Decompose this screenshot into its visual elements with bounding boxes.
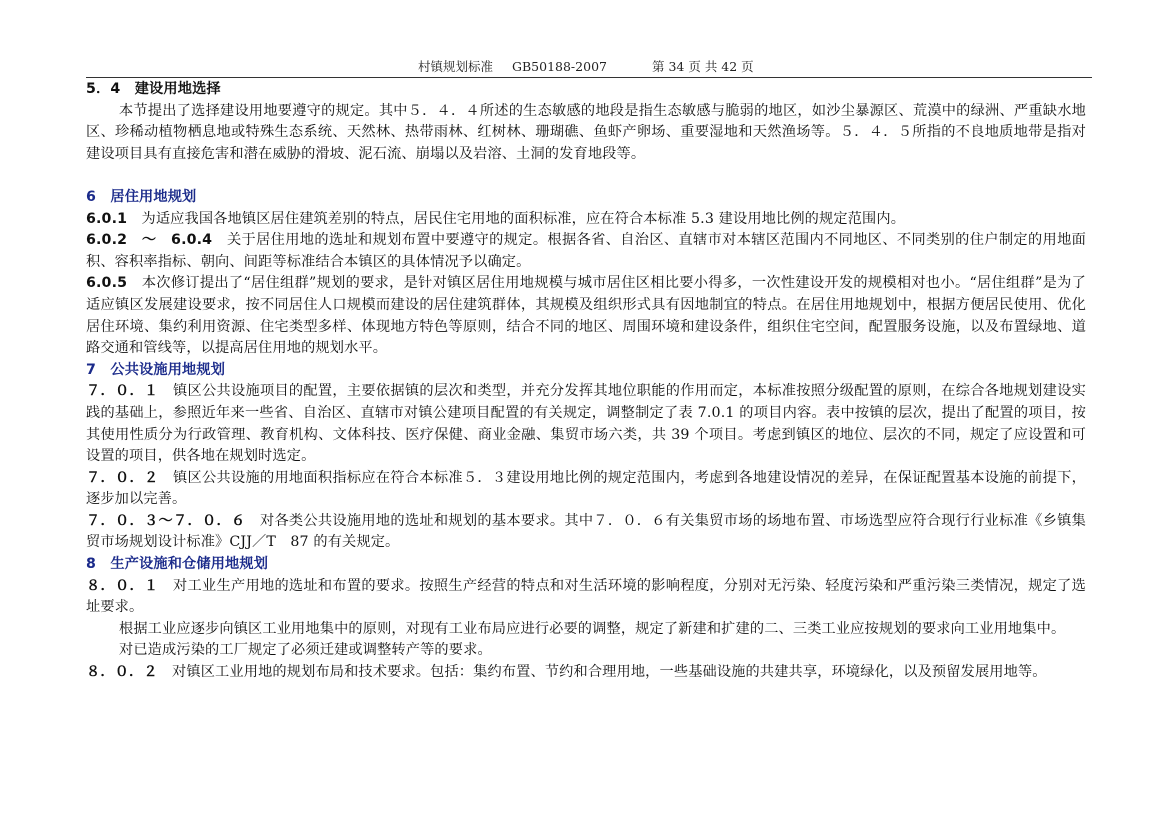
clause-8-0-2 — [86, 662, 1086, 684]
clause-6-0-2 — [86, 230, 1086, 273]
clause-6-0-1 — [86, 209, 1086, 231]
clause-text: 镇区公共设施项目的配置，主要依据镇的层次和类型，并充分发挥其地位职能的作用而定，本标准按照分级配置的原则，在综合各地规划建设实践的基础上，参照近年来一些省、自治区、直辖市对镇公建项目配置的有关规定，调整制定了表 7.0.1 的项目内容。表中按镇的层次，提出了配置的项目，按其使用性质分为行政管理、教育机构、文体科技、医疗保健、商业金融、集贸市场六类，共 39 个项目。考虑到镇区的地位、层次的不同，规定了应设置和可设置的项目，供各地在规划时选定。 — [86, 383, 1086, 465]
clause-text: 对各类公共设施用地的选址和规划的基本要求。其中７．０．６有关集贸市场的场地布置、市场选型应符合现行行业标准《乡镇集贸市场规划设计标准》CJJ／T 87 的有关规定。 — [86, 512, 1086, 551]
section-6-heading: 6 居住用地规划 — [86, 188, 197, 205]
clause-number: ７．０．２ — [86, 469, 159, 486]
header-rule — [86, 77, 1092, 78]
page-header — [86, 59, 1092, 77]
section-5-4-paragraph: 本节提出了选择建设用地要遵守的规定。其中５．４．４所述的生态敏感的地段是指生态敏感与脆弱的地区，如沙尘暴源区、荒漠中的绿洲、严重缺水地区、珍稀动植物栖息地或特殊生态系统、天然林、热带雨林、红树林、珊瑚礁、鱼虾产卵场、重要湿地和天然渔场等。５．４．５所指的不良地质地带是指对建设项目具有直接危害和潜在威胁的滑坡、泥石流、崩塌以及岩溶、土洞的发育地段等。 — [86, 102, 1086, 162]
clause-number: ７．０．３～７．０．６ — [86, 512, 246, 529]
clause-6-0-5 — [86, 273, 1086, 359]
section-8-paragraph-2: 根据工业应逐步向镇区工业用地集中的原则，对现有工业布局应进行必要的调整，规定了新建和扩建的二、三类工业应按规划的要求向工业用地集中。 — [119, 620, 1066, 637]
section-7-heading: 7 公共设施用地规划 — [86, 361, 226, 378]
clause-number: ８．０．１ — [86, 577, 159, 594]
clause-7-0-1 — [86, 381, 1086, 467]
clause-number: ８．０．２ — [86, 664, 158, 681]
clause-text: 对工业生产用地的选址和布置的要求。按照生产经营的特点和对生活环境的影响程度，分别对无污染、轻度污染和严重污染三类情况，规定了选址要求。 — [86, 577, 1086, 616]
section-8-heading: 8 生产设施和仓储用地规划 — [86, 556, 269, 573]
clause-text: 关于居住用地的选址和规划布置中要遵守的规定。根据各省、自治区、直辖市对本辖区范围内不同地区、不同类别的住户制定的用地面积、容积率指标、朝向、间距等标准结合本镇区的具体情况予以确定。 — [86, 232, 1086, 270]
doc-title: 村镇规划标准 — [418, 59, 494, 74]
clause-number: 6.0.5 — [86, 275, 128, 292]
page-info: 第 34 页 共 42 页 — [652, 59, 754, 74]
section-8-paragraph-3: 对已造成污染的工厂规定了必须迁建或调整转产等的要求。 — [119, 642, 492, 659]
clause-text: 对镇区工业用地的规划布局和技术要求。包括：集约布置、节约和合理用地，一些基础设施的共建共享，环境绿化，以及预留发展用地等。 — [157, 664, 1047, 681]
clause-number: 6.0.2 ～ 6.0.4 — [86, 232, 213, 249]
clause-7-0-3 — [86, 511, 1086, 554]
clause-number: 6.0.1 — [86, 210, 128, 227]
section-5-4-heading: 5．4 建设用地选择 — [86, 81, 221, 97]
clause-text: 为适应我国各地镇区居住建筑差别的特点，居民住宅用地的面积标准，应在符合本标准 5.3 建设用地比例的规定范围内。 — [127, 210, 906, 227]
clause-8-0-1 — [86, 576, 1086, 619]
document-body — [86, 79, 1086, 684]
blank-line — [86, 165, 1086, 187]
clause-text: 本次修订提出了“居住组群”规划的要求，是针对镇区居住用地规模与城市居住区相比要小得多，一次性建设开发的规模相对也小。“居住组群”是为了适应镇区发展建设要求，按不同居住人口规模而建设的居住建筑群体，其规模及组织形式具有因地制宜的特点。在居住用地规划中，根据方便居民使用、优化居住环境、集约利用资源、住宅类型多样、体现地方特色等原则，结合不同的地区、周围环境和建设条件，组织住宅空间，配置服务设施，以及布置绿地、道路交通和管线等，以提高居住用地的规划水平。 — [86, 275, 1086, 357]
clause-number: ７．０．１ — [86, 383, 159, 400]
clause-text: 镇区公共设施的用地面积指标应在符合本标准５．３建设用地比例的规定范围内，考虑到各地建设情况的差异，在保证配置基本设施的前提下，逐步加以完善。 — [86, 469, 1086, 508]
doc-code: GB50188-2007 — [512, 59, 607, 74]
clause-7-0-2 — [86, 468, 1086, 511]
